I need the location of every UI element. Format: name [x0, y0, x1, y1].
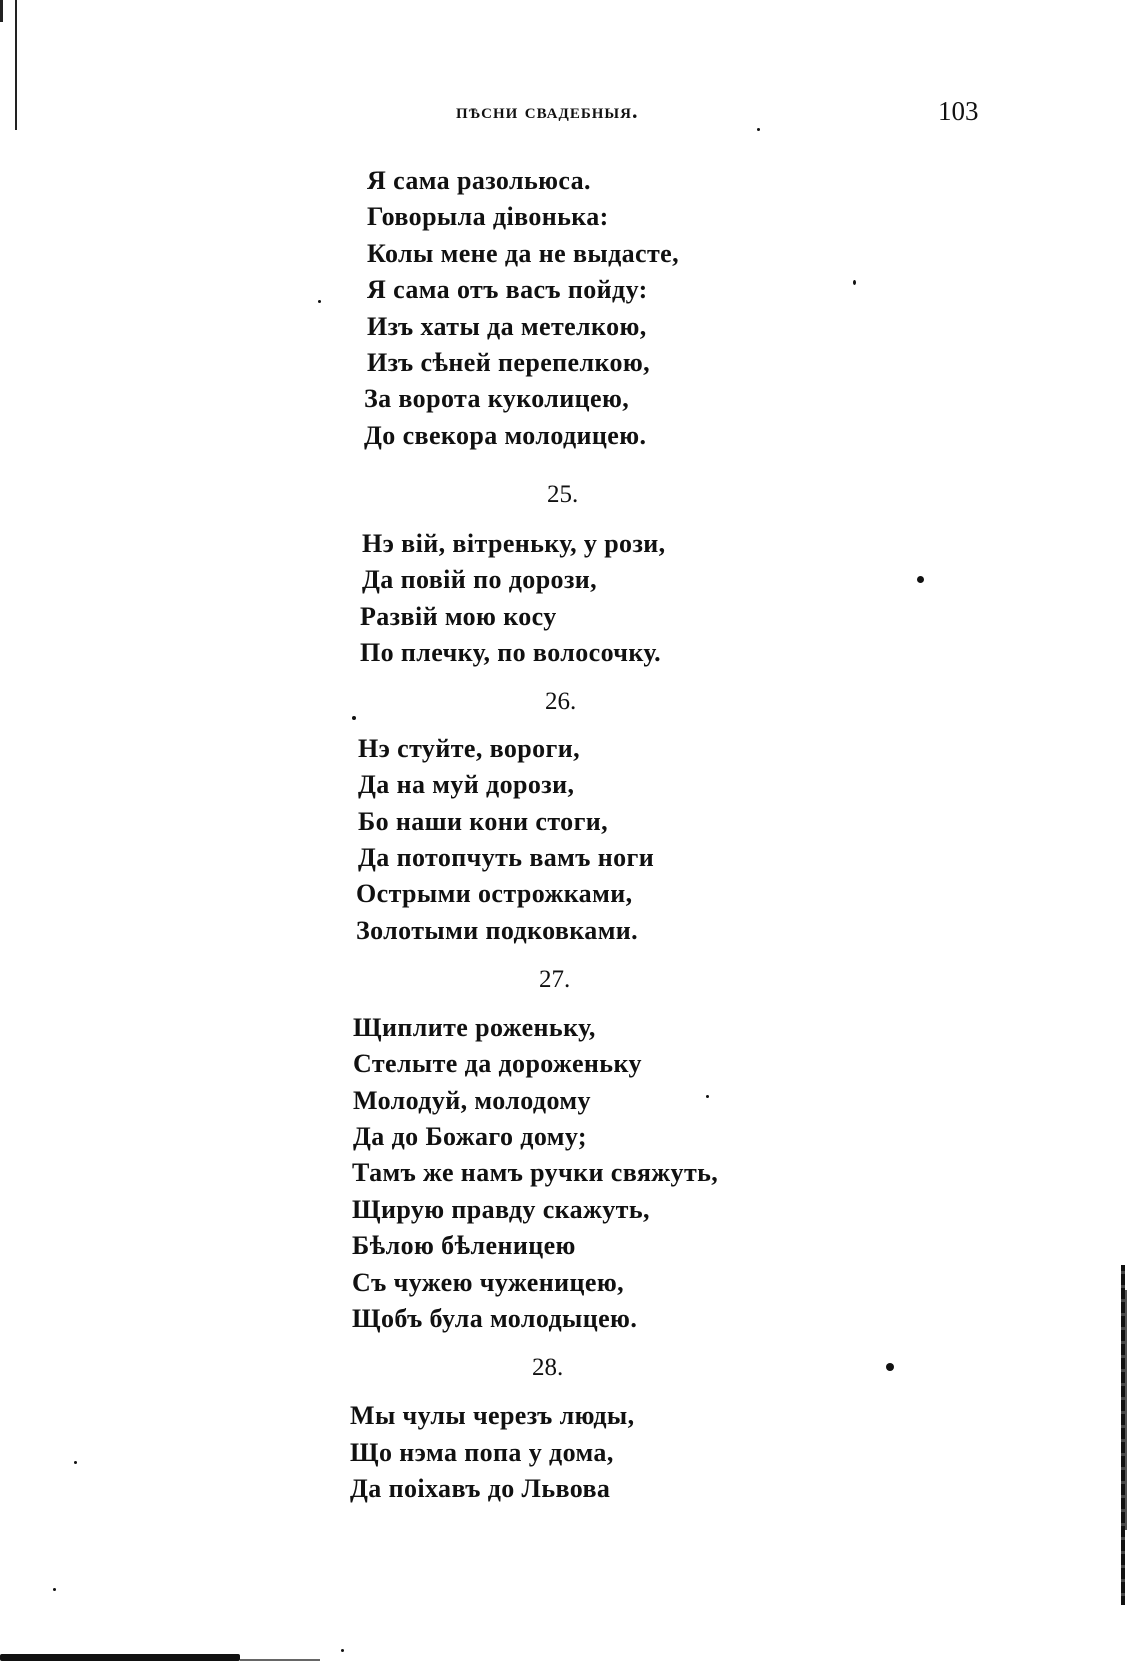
verse-line: Стелыте да дороженьку: [353, 1049, 642, 1078]
verse-line: Тамъ же намъ ручки свяжуть,: [352, 1158, 719, 1187]
scan-edge-left: [15, 0, 17, 130]
verse-line: Да до Божаго дому;: [353, 1122, 587, 1151]
verse-line: Щиплите роженьку,: [353, 1013, 596, 1042]
verse-line: Щирую правду скажуть,: [352, 1195, 650, 1224]
ink-speck: [352, 716, 356, 720]
scan-edge-right-thin: [1125, 1290, 1127, 1530]
ink-speck: [74, 1461, 77, 1464]
ink-speck: [853, 280, 856, 285]
scan-edge-bottom: [0, 1654, 240, 1661]
verse-line: Да повій по дорози,: [362, 565, 598, 594]
verse-line: Я сама отъ васъ пойду:: [367, 275, 648, 304]
verse-line: Да потопчуть вамъ ноги: [358, 843, 655, 872]
verse-line: Съ чужею чуженицею,: [352, 1268, 624, 1297]
verse-line: Да поіхавъ до Львова: [350, 1474, 611, 1503]
verse-line: Говорыла дівонька:: [367, 202, 609, 231]
verse-line: Бо наши кони стоги,: [358, 807, 609, 836]
song-number: 27.: [539, 966, 571, 993]
ink-speck: [318, 300, 321, 303]
verse-line: Колы мене да не выдасте,: [367, 239, 679, 268]
running-head: пѣсни свадебныя.: [456, 98, 639, 123]
verse-line: Молодуй, молодому: [353, 1086, 591, 1115]
verse-line: По плечку, по волосочку.: [360, 638, 662, 667]
verse-line: Щобъ була молодыцею.: [352, 1304, 638, 1333]
ink-speck: [53, 1588, 56, 1591]
ink-speck: [757, 128, 760, 131]
ink-speck: [706, 1095, 709, 1098]
verse-line: Мы чулы черезъ люды,: [350, 1401, 635, 1430]
verse-line: До свекора молодицею.: [364, 421, 647, 450]
song-number: 26.: [545, 688, 577, 715]
verse-line: Нэ стуйте, вороги,: [358, 734, 581, 763]
verse-line: Нэ вій, вітреньку, у рози,: [362, 529, 666, 558]
verse-line: Бѣлою бѣленицею: [352, 1231, 576, 1260]
verse-line: Развій мою косу: [360, 602, 557, 631]
song-number: 25.: [547, 481, 579, 508]
verse-line: Що нэма попа у дома,: [350, 1438, 614, 1467]
scan-edge-mark: [0, 0, 25, 22]
verse-line: Изъ хаты да метелкою,: [367, 312, 647, 341]
verse-line: Острыми острожками,: [356, 879, 633, 908]
scan-edge-bottom-thin: [240, 1659, 320, 1661]
verse-line: Изъ сѣней перепелкою,: [367, 348, 651, 377]
ink-speck: [886, 1363, 894, 1371]
ink-speck: [341, 1649, 344, 1652]
ink-speck: [917, 576, 924, 583]
verse-line: За ворота куколицею,: [364, 384, 630, 413]
page-number: 103: [938, 96, 979, 126]
verse-line: Золотыми подковками.: [356, 916, 639, 945]
verse-line: Я сама разольюса.: [367, 166, 591, 195]
verse-line: Да на муй дорози,: [358, 770, 575, 799]
song-number: 28.: [532, 1354, 564, 1381]
